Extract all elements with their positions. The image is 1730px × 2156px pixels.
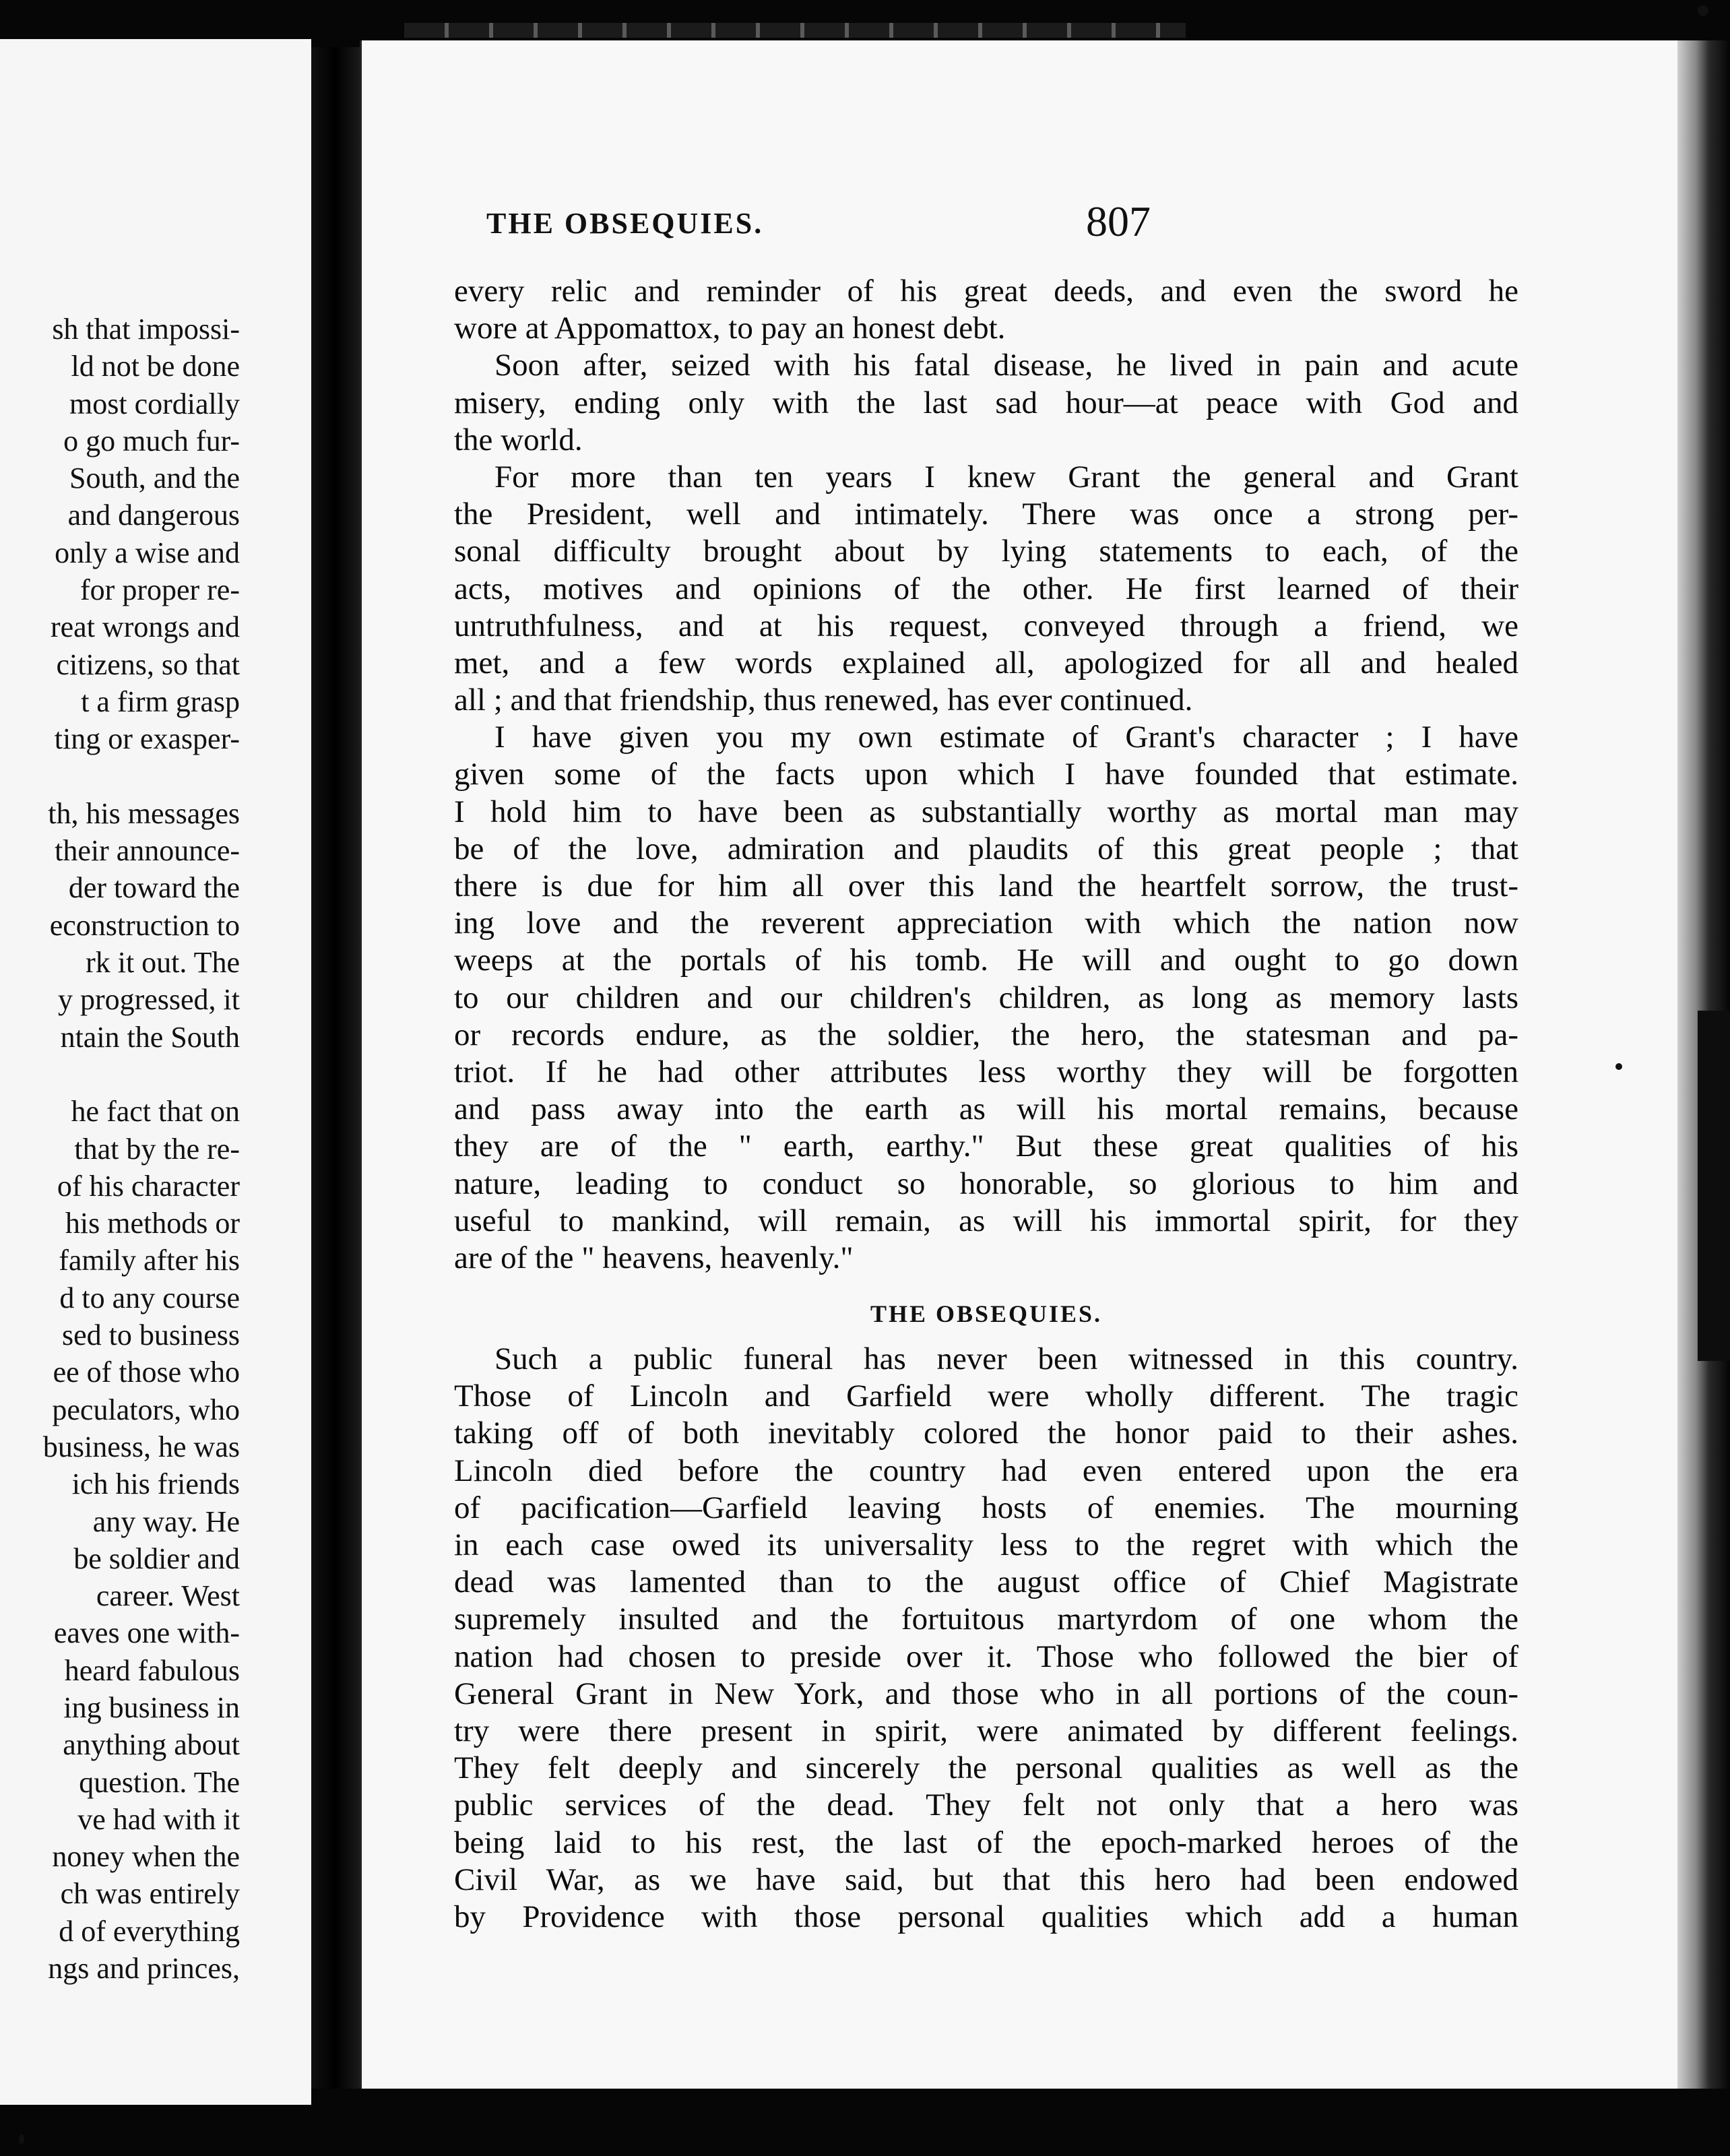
left-text-line: peculators, who <box>52 1393 240 1426</box>
ink-speck <box>19 2134 24 2144</box>
text-line: nation had chosen to preside over it. Those who followed the bier of <box>454 1639 1518 1674</box>
left-text-line: any way. He <box>92 1504 240 1538</box>
left-page-fragment <box>0 39 311 2105</box>
text-line: the President, well and intimately. There was once a strong per- <box>454 497 1518 532</box>
section-heading: THE OBSEQUIES. <box>870 1300 1103 1328</box>
left-text-line: heard fabulous <box>64 1653 240 1687</box>
text-line: misery, ending only with the last sad hour—at peace with God and <box>454 385 1518 420</box>
page-number: 807 <box>1086 197 1151 245</box>
paragraph <box>454 719 1518 1277</box>
text-line: public services of the dead. They felt not only that a hero was <box>454 1787 1518 1823</box>
book-gutter <box>311 47 360 2089</box>
left-text-line: ld not be done <box>71 350 240 383</box>
paragraph <box>454 347 1518 459</box>
text-line: I hold him to have been as substantially worthy as mortal man may <box>454 794 1518 829</box>
left-text-line: of his character <box>57 1169 240 1203</box>
page-body <box>454 273 1518 1936</box>
running-head: THE OBSEQUIES. <box>486 207 764 240</box>
left-text-line: noney when the <box>52 1840 240 1874</box>
text-line: to our children and our children's children, as long as memory lasts <box>454 980 1518 1015</box>
ink-speck <box>1698 5 1708 16</box>
page-header <box>0 166 1730 245</box>
left-text-line: their announce- <box>55 834 240 868</box>
text-line: the world. <box>454 422 583 457</box>
left-text-line: career. West <box>96 1579 240 1613</box>
text-line: acts, motives and opinions of the other. He first learned of their <box>454 571 1518 606</box>
left-text-line: and dangerous <box>67 499 240 532</box>
text-line: there is due for him all over this land the heartfelt sorrow, the trust- <box>454 868 1518 903</box>
text-line: useful to mankind, will remain, as will his immortal spirit, for they <box>454 1203 1518 1238</box>
text-line: Lincoln died before the country had even entered upon the era <box>454 1453 1518 1488</box>
text-line: they are of the " earth, earthy." But these great qualities of his <box>454 1129 1518 1164</box>
left-text-line: ve had with it <box>77 1802 240 1836</box>
text-line: Civil War, as we have said, but that this hero had been endowed <box>454 1862 1518 1897</box>
text-line: dead was lamented than to the august office of Chief Magistrate <box>454 1564 1518 1600</box>
text-line: are of the " heavens, heavenly." <box>454 1240 854 1275</box>
left-text-line: most cordially <box>69 387 240 420</box>
text-line: They felt deeply and sincerely the personal qualities as well as the <box>454 1750 1518 1786</box>
text-line: triot. If he had other attributes less worthy they will be forgotten <box>454 1054 1518 1089</box>
text-line: Those of Lincoln and Garfield were wholly different. The tragic <box>454 1378 1518 1414</box>
text-line: untruthfulness, and at his request, conveyed through a friend, we <box>454 608 1518 643</box>
text-line: all ; and that friendship, thus renewed, has ever continued. <box>454 683 1193 718</box>
left-text-line: his methods or <box>65 1207 240 1240</box>
left-text-line: ing business in <box>63 1690 240 1724</box>
text-line: be of the love, admiration and plaudits of this great people ; that <box>454 831 1518 866</box>
left-text-line: d to any course <box>59 1281 240 1314</box>
left-text-line: citizens, so that <box>56 647 240 681</box>
left-text-line: t a firm grasp <box>81 685 240 718</box>
text-line: try were there present in spirit, were animated by different feelings. <box>454 1713 1518 1748</box>
text-line: met, and a few words explained all, apologized for all and healed <box>454 645 1518 680</box>
left-text-line <box>0 1056 240 1093</box>
paragraph <box>454 459 1518 719</box>
text-line: weeps at the portals of his tomb. He will and ought to go down <box>454 943 1518 978</box>
text-line: and pass away into the earth as will his mortal remains, because <box>454 1091 1518 1127</box>
top-edge-strip <box>404 23 1186 38</box>
page-edge-shadow <box>1677 40 1730 2089</box>
left-text-line: ngs and princes, <box>48 1952 240 1986</box>
text-line: Such a public funeral has never been witnessed in this country. <box>494 1341 1518 1377</box>
left-text-line: eaves one with- <box>53 1616 240 1650</box>
left-text-line: ich his friends <box>71 1467 240 1501</box>
text-line: General Grant in New York, and those who in all portions of the coun- <box>454 1676 1518 1711</box>
paragraph <box>454 273 1518 347</box>
left-page-text <box>0 311 240 1987</box>
text-line: nature, leading to conduct so honorable, so glorious to him and <box>454 1166 1518 1201</box>
left-text-line: only a wise and <box>55 536 240 569</box>
text-line: or records endure, as the soldier, the hero, the statesman and pa- <box>454 1017 1518 1052</box>
left-text-line: business, he was <box>42 1430 240 1463</box>
text-line: For more than ten years I knew Grant the general and Grant <box>494 459 1518 495</box>
text-line: supremely insulted and the fortuitous martyrdom of one whom the <box>454 1602 1518 1637</box>
text-line: ing love and the reverent appreciation with which the nation now <box>454 906 1518 941</box>
left-text-line: sh that impossi- <box>52 313 240 346</box>
text-line: being laid to his rest, the last of the epoch-marked heroes of the <box>454 1825 1518 1860</box>
left-text-line: o go much fur- <box>63 424 240 457</box>
page-edge-tab <box>1698 1011 1730 1361</box>
text-line: in each case owed its universality less to the regret with which the <box>454 1527 1518 1562</box>
left-text-line: y progressed, it <box>57 983 240 1017</box>
text-line: taking off of both inevitably colored the honor paid to their ashes. <box>454 1416 1518 1451</box>
left-text-line: der toward the <box>68 871 240 905</box>
left-text-line: that by the re- <box>74 1132 240 1166</box>
left-text-line: anything about <box>63 1728 240 1762</box>
left-text-line: th, his messages <box>48 796 240 830</box>
left-text-line: family after his <box>59 1244 240 1277</box>
text-line: every relic and reminder of his great deeds, and even the sword he <box>454 274 1518 309</box>
text-line: by Providence with those personal qualities which add a human <box>454 1899 1518 1934</box>
left-text-line: reat wrongs and <box>50 610 240 644</box>
left-text-line: rk it out. The <box>86 946 240 980</box>
text-line: wore at Appomattox, to pay an honest debt. <box>454 311 1006 346</box>
ink-speck <box>1615 1063 1622 1070</box>
left-text-line: econstruction to <box>49 908 240 942</box>
text-line: Soon after, seized with his fatal disease, he lived in pain and acute <box>494 348 1518 383</box>
left-text-line: ch was entirely <box>60 1877 240 1911</box>
left-text-line: be soldier and <box>73 1542 240 1575</box>
left-text-line: ting or exasper- <box>54 722 240 756</box>
text-line: I have given you my own estimate of Grant's character ; I have <box>494 720 1518 755</box>
left-text-line: ee of those who <box>53 1356 240 1389</box>
text-line: sonal difficulty brought about by lying statements to each, of the <box>454 534 1518 569</box>
left-text-line: sed to business <box>62 1319 240 1352</box>
paragraph <box>454 1341 1518 1936</box>
left-text-line: South, and the <box>69 462 240 495</box>
text-line: given some of the facts upon which I have founded that estimate. <box>454 757 1518 792</box>
left-text-line: ntain the South <box>60 1020 240 1054</box>
left-text-line: he fact that on <box>71 1095 240 1129</box>
text-line: of pacification—Garfield leaving hosts of enemies. The mourning <box>454 1490 1518 1525</box>
left-text-line: d of everything <box>59 1914 240 1948</box>
left-text-line: question. The <box>79 1765 240 1799</box>
left-text-line: for proper re- <box>80 573 240 607</box>
left-text-line <box>0 758 240 795</box>
